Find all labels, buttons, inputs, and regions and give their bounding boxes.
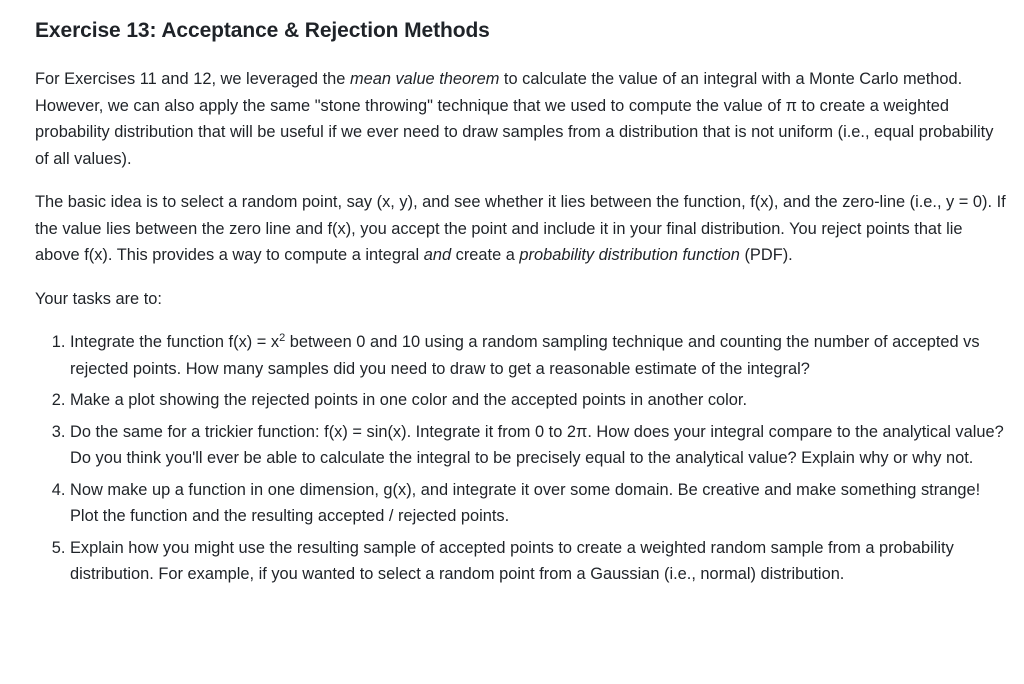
idea-text-1: The basic idea is to select a random point, say (x, y), and see whether it lies between the function, f(x), and the zero-line (i.e., y = 0). If the value lies between the zero line and f(x), you accept the point and include it in your final distribution. You reject points that lie above f(x). This provides a way to compute a integral bbox=[35, 193, 1006, 264]
idea-paragraph bbox=[35, 189, 1010, 269]
idea-emphasis-pdf: probability distribution function bbox=[519, 246, 740, 264]
intro-text-1: For Exercises 11 and 12, we leveraged the bbox=[35, 70, 350, 88]
idea-text-3: (PDF). bbox=[739, 246, 793, 264]
list-item: 4. Now make up a function in one dimension, g(x), and integrate it over some domain. Be creative and make something strange! Plot the function and the resulting accepted / rejected points. bbox=[70, 477, 1010, 530]
idea-text-2: create a bbox=[451, 246, 520, 264]
task-1-text-1: Integrate the function f(x) = x bbox=[70, 333, 280, 351]
intro-paragraph bbox=[35, 66, 1010, 172]
list-item: 5. Explain how you might use the resulting sample of accepted points to create a weighted random sample from a probability distribution. For example, if you wanted to select a random point from a Gaussian (i.e., normal) distribution. bbox=[70, 535, 1010, 588]
task-list bbox=[35, 329, 1010, 588]
intro-emphasis: mean value theorem bbox=[349, 70, 500, 88]
page-title: Exercise 13: Acceptance & Rejection Methods bbox=[35, 19, 490, 42]
task-1-superscript: 2 bbox=[279, 332, 286, 344]
idea-emphasis-and: and bbox=[423, 246, 452, 264]
tasks-intro: Your tasks are to: bbox=[35, 289, 162, 308]
list-item bbox=[70, 329, 1010, 382]
intro-text-2: to calculate the value of an integral with a Monte Carlo method. However, we can also apply the same "stone throwing" technique that we used to compute the value of π to create a weighted probability distribution that will be useful if we ever need to draw samples from a distribution that is not uniform (i.e., equal probability of all values). bbox=[35, 70, 994, 168]
list-item: 2. Make a plot showing the rejected points in one color and the accepted points in another color. bbox=[70, 387, 1010, 414]
task-1-text-2: between 0 and 10 using a random sampling technique and counting the number of accepted vs rejected points. How many samples did you need to draw to get a reasonable estimate of the integral? bbox=[70, 333, 980, 378]
list-item: 3. Do the same for a trickier function: f(x) = sin(x). Integrate it from 0 to 2π. How does your integral compare to the analytical value? Do you think you'll ever be able to calculate the integral to be precisely equal to the analytical value? Explain why or why not. bbox=[70, 419, 1010, 472]
